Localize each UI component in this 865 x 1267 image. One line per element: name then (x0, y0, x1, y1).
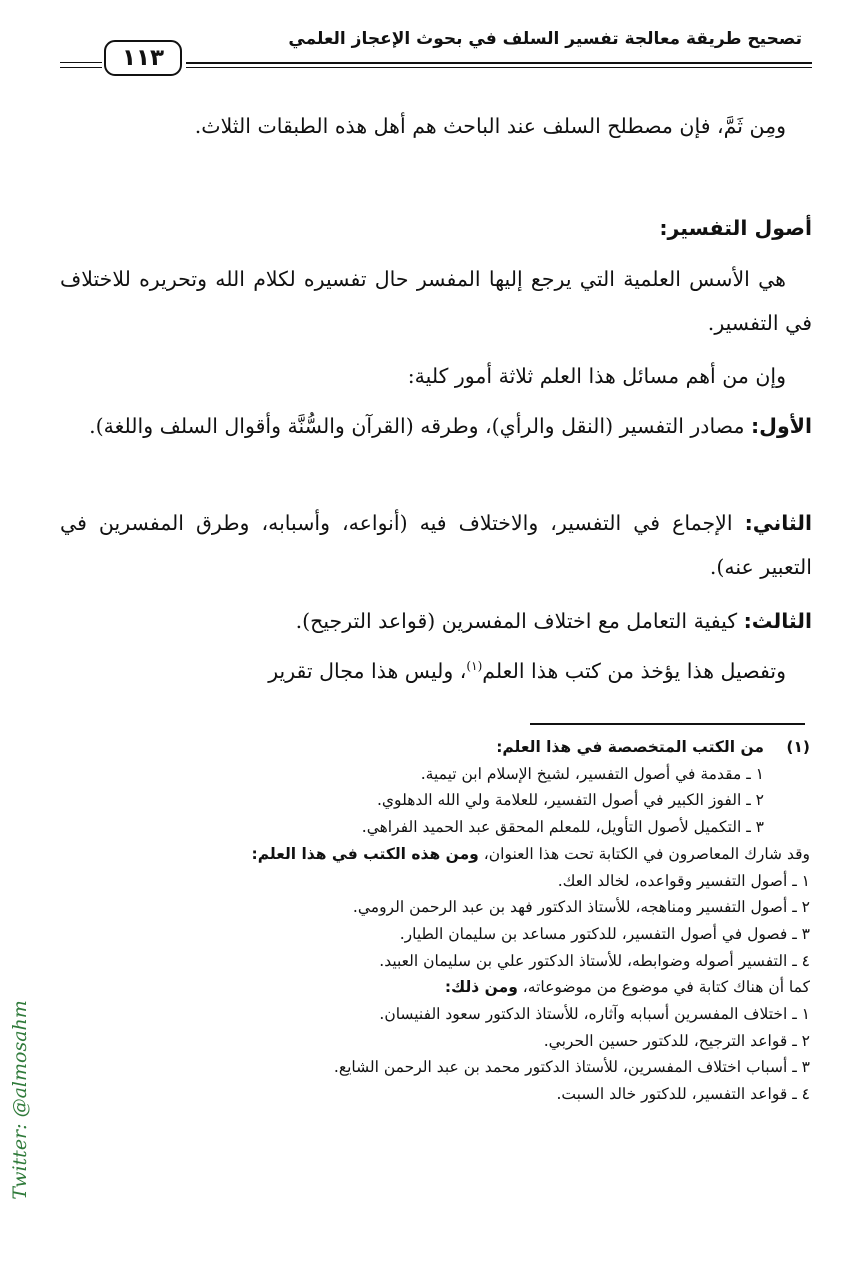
contemporary-bold: ومن هذه الكتب في هذا العلم: (251, 844, 479, 863)
item-third-text: كيفية التعامل مع اختلاف المفسرين (قواعد الترجيح). (295, 609, 744, 633)
footnote-list-item: ٣ ـ أسباب اختلاف المفسرين، للأستاذ الدكتور محمد بن عبد الرحمن الشايع. (333, 1058, 810, 1077)
footnote-number: (١) (786, 738, 810, 756)
footnote-list-item: ٣ ـ فصول في أصول التفسير، للدكتور مساعد بن سليمان الطيار. (399, 924, 810, 943)
item-first-label: الأول: (750, 414, 812, 438)
paragraph-salaf: ومِن ثَمَّ، فإن مصطلح السلف عند الباحث هم أهل هذه الطبقات الثلاث. (194, 114, 786, 138)
footnote-also (56, 974, 810, 1001)
item-third (60, 599, 812, 643)
footnote-list-item: ٢ ـ الفوز الكبير في أصول التفسير، للعلامة ولي الله الدهلوي. (377, 791, 764, 810)
footnote-list-item: ٢ ـ أصول التفسير ومناهجه، للأستاذ الدكتور فهد بن عبد الرحمن الرومي. (352, 898, 810, 917)
paragraph-definition: هي الأسس العلمية التي يرجع إليها المفسر حال تفسيره لكلام الله وتحريره للاختلاف في التفسير. (60, 267, 812, 335)
item-first-text: مصادر التفسير (النقل والرأي)، وطرقه (القرآن والسُّنَّة وأقوال السلف واللغة). (89, 414, 751, 438)
item-first (60, 404, 812, 448)
paragraph-issues: وإن من أهم مسائل هذا العلم ثلاثة أمور كلية: (407, 364, 786, 388)
item-third-label: الثالث: (743, 609, 812, 633)
footnote-list-item: ١ ـ أصول التفسير وقواعده، لخالد العك. (557, 871, 810, 890)
item-second (60, 501, 812, 589)
item-second-label: الثاني: (744, 511, 812, 535)
watermark-text: Twitter: @almosahm (9, 1000, 32, 1200)
footnote-list-item: ١ ـ مقدمة في أصول التفسير، لشيخ الإسلام ابن تيمية. (420, 764, 764, 783)
footnote-separator (530, 723, 805, 725)
footnote-contemporary (56, 841, 810, 868)
running-header (60, 26, 812, 86)
contemporary-text: وقد شارك المعاصرون في الكتابة تحت هذا العنوان، (478, 844, 810, 863)
details-text-b: ، وليس هذا مجال تقرير (268, 659, 467, 683)
footnote-list-item: ٣ ـ التكميل لأصول التأويل، للمعلم المحقق عبد الحميد الفراهي. (361, 818, 764, 837)
footnote-list-item: ١ ـ اختلاف المفسرين أسبابه وآثاره، للأستاذ الدكتور سعود الفنيسان. (379, 1005, 810, 1024)
footnote-list-item: ٤ ـ التفسير أصوله وضوابطه، للأستاذ الدكتور علي بن سليمان العبيد. (379, 951, 810, 970)
also-bold: ومن ذلك: (444, 978, 518, 997)
footnote-ref[interactable]: (١) (466, 659, 483, 674)
footnote (56, 734, 810, 1108)
item-second-text: الإجماع في التفسير، والاختلاف فيه (أنواعه، وأسبابه، وطرق المفسرين في التعبير عنه). (60, 511, 812, 579)
header-rule (186, 62, 812, 64)
details-text-a: وتفصيل هذا يؤخذ من كتب هذا العلم (482, 659, 786, 683)
footnote-list-item: ٤ ـ قواعد التفسير، للدكتور خالد السبت. (556, 1085, 810, 1104)
footnote-list-item: ٢ ـ قواعد الترجيح، للدكتور حسين الحربي. (543, 1031, 810, 1050)
section-heading: أصول التفسير: (659, 216, 812, 240)
header-title: تصحيح طريقة معالجة تفسير السلف في بحوث الإعجاز العلمي (288, 29, 802, 49)
paragraph-details (60, 649, 812, 693)
header-left-rule (60, 62, 102, 63)
twitter-watermark (8, 995, 32, 1205)
also-text: كما أن هناك كتابة في موضوع من موضوعاته، (517, 978, 810, 997)
page-number: ١١٣ (104, 40, 182, 76)
header-rule-thin (186, 67, 812, 68)
footnote-heading: من الكتب المتخصصة في هذا العلم: (496, 738, 764, 756)
header-left-rule-thin (60, 67, 102, 68)
